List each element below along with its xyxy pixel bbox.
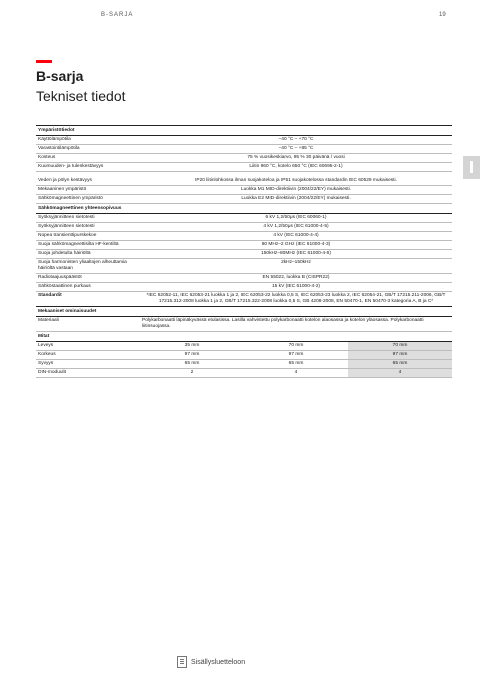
table-row	[36, 195, 452, 204]
dimensions-heading: Mitat	[36, 332, 452, 342]
dimension-value: 65 mm	[348, 360, 452, 369]
environment-heading: Ympäristötiedot	[36, 126, 452, 136]
environment-label: Varastointilämpötila	[36, 145, 140, 154]
mechanical-value: Polykarbonaatti läpinäkyvässä etulasissa. Lasilla vahvistettu polykarbonaatti kotelon alaosassa ja kotelon yläosassa. Polykarbonaatti liitinsuojassa.	[140, 317, 452, 332]
table-row	[36, 317, 452, 332]
mechanical-heading-row	[36, 307, 452, 317]
dimension-value: 70 mm	[348, 342, 452, 351]
dimension-label: Syvyys	[36, 360, 140, 369]
dimension-value: 97 mm	[140, 351, 244, 360]
emc-label: Radiotaajuuspäästöt	[36, 274, 140, 283]
table-row	[36, 369, 452, 378]
series-header: B-SARJA	[101, 12, 134, 18]
table-row	[36, 351, 452, 360]
dimension-value: 2	[140, 369, 244, 378]
emc-value: 15 kV (IEC 61000-4-2)	[140, 283, 452, 292]
emc-value: EN 55022, luokka B (CISPR22)	[140, 274, 452, 283]
spec-table	[36, 125, 452, 378]
dimension-value: 65 mm	[140, 360, 244, 369]
document-list-icon	[177, 656, 187, 668]
table-row	[36, 232, 452, 241]
standards-value: *IEC 62052-11, IEC 62053-21 luokka 1 ja 2, IEC 62053-22 luokka 0,5 S, IEC 62053-23 luokka 2, IEC 62054-21, GB/T 17215.211-2006, GB/T 17215.312-2008 luokka 1 ja 2, GB/T 17215.322-2008 luokka 0,5 S, GB 4208-2008, EN 50470-1, EN 50470-3 kategoria A, B ja C*	[140, 292, 452, 307]
environment-value: 75 % vuosikeskiarvo, 95 % 30 päivänä / vuosi	[140, 154, 452, 163]
table-rule	[36, 378, 452, 379]
table-row	[36, 154, 452, 163]
table-row	[36, 136, 452, 145]
table-row	[36, 342, 452, 351]
dimension-value: 4	[348, 369, 452, 378]
table-row	[36, 241, 452, 250]
dimension-value: 70 mm	[244, 342, 348, 351]
dimension-value: 35 mm	[140, 342, 244, 351]
page-title: B-sarja	[36, 68, 84, 84]
table-row	[36, 145, 452, 154]
page-number: 19	[439, 12, 446, 18]
environment-value: Liitin 960 °C, kotelo 650 °C (IEC 60695-2-1)	[140, 163, 452, 172]
table-row	[36, 186, 452, 195]
table-row	[36, 223, 452, 232]
emc-label: Sähköstaattinen purkaus	[36, 283, 140, 292]
emc-value: 6 kV 1,2/50μs (IEC 60060-1)	[140, 214, 452, 223]
toc-link-label: Sisällysluetteloon	[191, 658, 246, 666]
emc-label: Syöksyjännitteen sietotesti	[36, 214, 140, 223]
emc-label: Nopea transienttipurskekoe	[36, 232, 140, 241]
section-side-tab[interactable]	[463, 156, 480, 179]
tab-marker	[470, 161, 473, 173]
table-row	[36, 274, 452, 283]
standards-row	[36, 292, 452, 307]
environment-label: Kosteus	[36, 154, 140, 163]
toc-link[interactable]	[177, 656, 245, 668]
table-row	[36, 360, 452, 369]
environment-value: Luokka E2 MID-direktiivin (2004/22/EY) mukaisesti.	[140, 195, 452, 204]
environment-label: Kuumuuden- ja tulenkestävyys	[36, 163, 140, 172]
emc-label: Suoja harmonisten yliaaltojen alheuttamia häiriöltä vastaan	[36, 259, 140, 274]
emc-label: Suoja sähkömagneettisilta HF-kentiltä	[36, 241, 140, 250]
dimension-value: 97 mm	[244, 351, 348, 360]
mechanical-label: Materiaali	[36, 317, 140, 332]
emc-label: Syöksyjännitteen sietotesti	[36, 223, 140, 232]
dimension-value: 4	[244, 369, 348, 378]
dimensions-heading-row	[36, 332, 452, 342]
environment-label: Mekaaninen ympäristö	[36, 186, 140, 195]
environment-label: Käyttölämpötila	[36, 136, 140, 145]
table-row	[36, 283, 452, 292]
page-subtitle: Tekniset tiedot	[36, 88, 126, 104]
dimension-label: DIN-moduulit	[36, 369, 140, 378]
table-row	[36, 214, 452, 223]
emc-value: 150kHz–80MHz (IEC 61000-4-6)	[140, 250, 452, 259]
table-row	[36, 163, 452, 172]
emc-value: 80 MHz–2 GHz (IEC 61000-4-3)	[140, 241, 452, 250]
dimension-label: Korkeus	[36, 351, 140, 360]
table-row	[36, 259, 452, 274]
emc-value: 4 kV 1,2/50μs (IEC 61000-4-5)	[140, 223, 452, 232]
table-row	[36, 250, 452, 259]
dimension-value: 65 mm	[244, 360, 348, 369]
environment-value: Luokka M1 MID-direktiivin (2004/22/EY) mukaisesti.	[140, 186, 452, 195]
environment-value: IP20 liitinlohkossa ilman suojakoteloa ja IP51 suojakotelossa standardin IEC 60529 mukaisesti.	[140, 172, 452, 186]
mechanical-heading: Mekaaniset ominaisuudet	[36, 307, 452, 317]
emc-heading: Sähkömagneettinen yhteensopivuus	[36, 204, 452, 214]
standards-label: Standardit	[36, 292, 140, 307]
table-row	[36, 172, 452, 186]
environment-label: Sähkömagneettinen ympäristö	[36, 195, 140, 204]
accent-bar	[36, 60, 52, 63]
emc-value: 2kHz–150kHz	[140, 259, 452, 274]
emc-heading-row	[36, 204, 452, 214]
emc-value: 4 kV (IEC 61000-4-4)	[140, 232, 452, 241]
environment-label: Veden ja pölyn kestävyys	[36, 172, 140, 186]
environment-heading-row	[36, 126, 452, 136]
environment-value: −40 °C – +70 °C	[140, 136, 452, 145]
environment-value: −40 °C – +85 °C	[140, 145, 452, 154]
emc-label: Suoja johdetulta häiriöltä	[36, 250, 140, 259]
dimension-value: 97 mm	[348, 351, 452, 360]
dimension-label: Leveys	[36, 342, 140, 351]
